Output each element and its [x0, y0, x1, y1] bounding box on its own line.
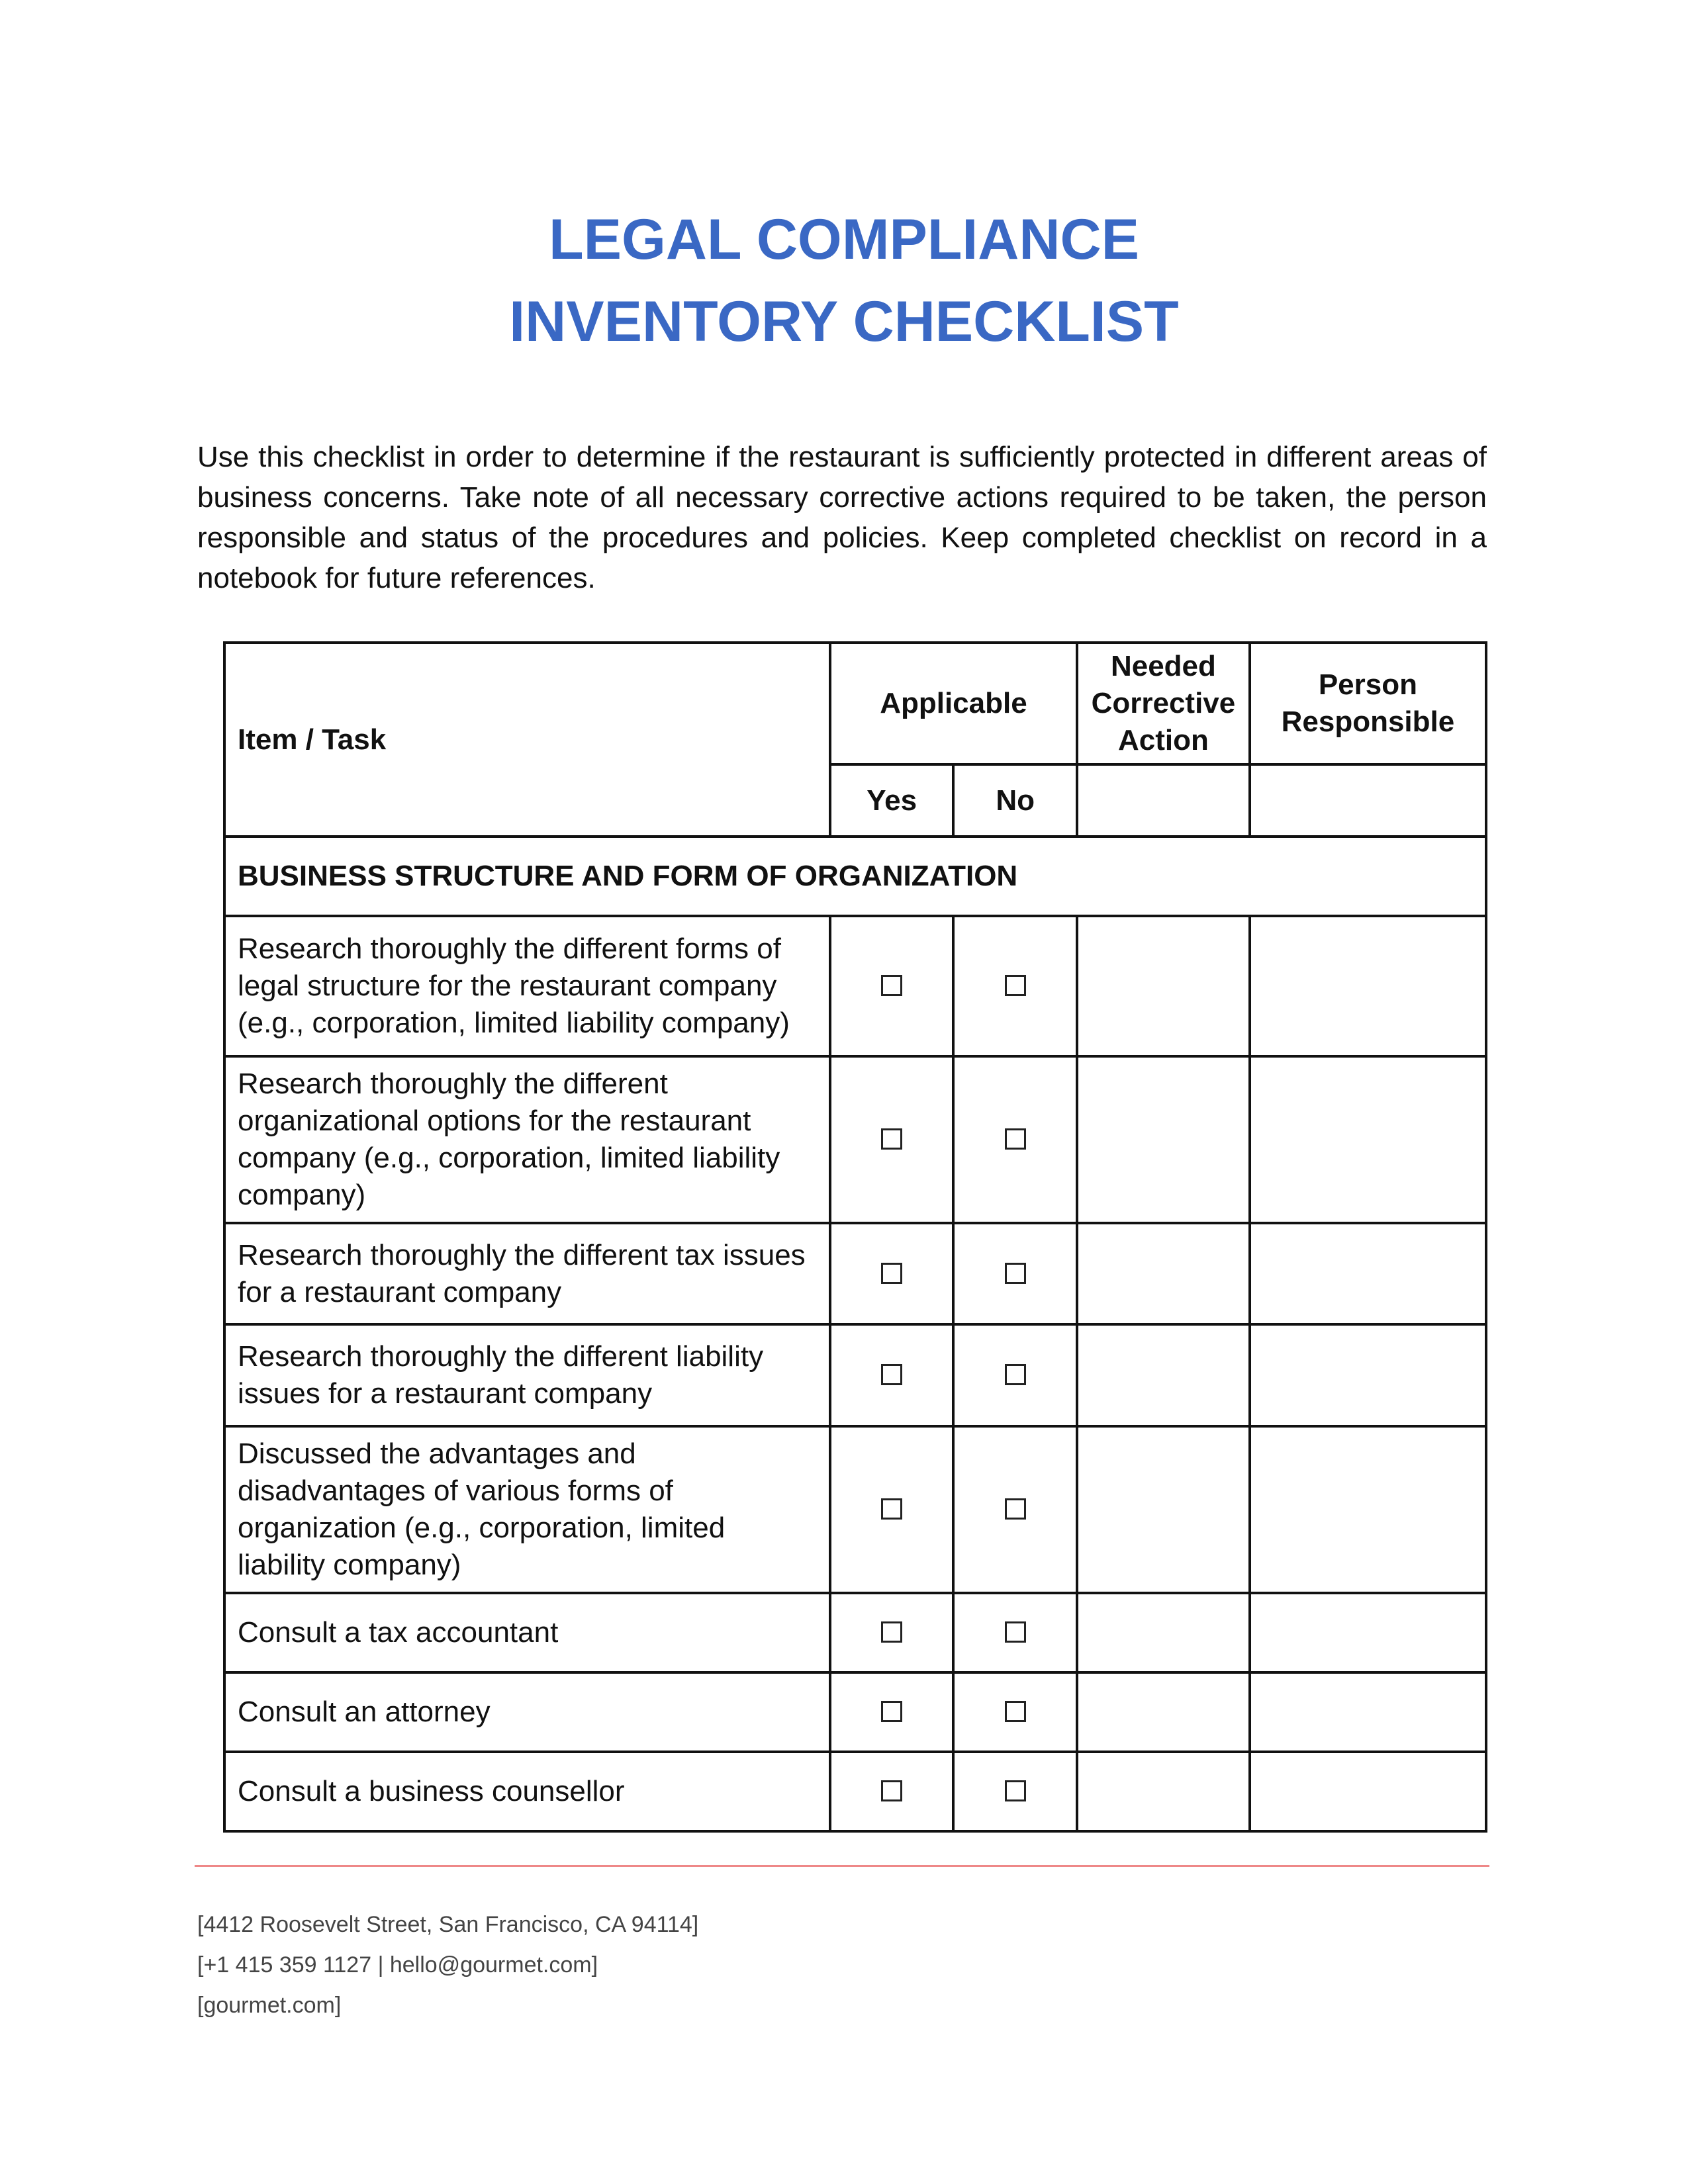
corrective-action-cell[interactable]	[1077, 1324, 1250, 1426]
no-cell	[953, 916, 1077, 1056]
no-cell	[953, 1056, 1077, 1223]
person-responsible-cell[interactable]	[1250, 916, 1486, 1056]
task-text: Consult a tax accountant	[224, 1593, 830, 1672]
corrective-action-cell[interactable]	[1077, 916, 1250, 1056]
person-responsible-cell[interactable]	[1250, 1426, 1486, 1593]
yes-cell	[830, 916, 954, 1056]
task-text: Research thoroughly the different liability issues for a restaurant company	[224, 1324, 830, 1426]
table-row	[224, 1752, 1486, 1831]
footer-website: [gourmet.com]	[197, 1993, 342, 2018]
yes-cell	[830, 1223, 954, 1324]
no-checkbox[interactable]	[1005, 1364, 1026, 1385]
table-row	[224, 1672, 1486, 1752]
person-responsible-cell[interactable]	[1250, 1752, 1486, 1831]
task-text: Discussed the advantages and disadvantages of various forms of organization (e.g., corporation, limited liability company)	[224, 1426, 830, 1593]
header-person-responsible: Person Responsible	[1250, 643, 1486, 764]
corrective-action-cell[interactable]	[1077, 1752, 1250, 1831]
footer	[197, 1905, 1389, 2026]
yes-checkbox[interactable]	[881, 1621, 902, 1643]
header-needed-corrective-action: Needed Corrective Action	[1077, 643, 1250, 764]
person-responsible-cell[interactable]	[1250, 1056, 1486, 1223]
table-row	[224, 1056, 1486, 1223]
no-checkbox[interactable]	[1005, 1128, 1026, 1150]
section-row	[224, 837, 1486, 916]
footer-address: [4412 Roosevelt Street, San Francisco, CA 94114]	[197, 1912, 699, 1937]
yes-checkbox[interactable]	[881, 1498, 902, 1520]
no-cell	[953, 1426, 1077, 1593]
yes-checkbox[interactable]	[881, 1128, 902, 1150]
yes-cell	[830, 1324, 954, 1426]
header-yes: Yes	[830, 764, 954, 837]
corrective-action-cell[interactable]	[1077, 1593, 1250, 1672]
no-checkbox[interactable]	[1005, 975, 1026, 996]
header-blank-action	[1077, 764, 1250, 837]
task-text: Research thoroughly the different organizational options for the restaurant company (e.g., corporation, limited liability company)	[224, 1056, 830, 1223]
section-title: BUSINESS STRUCTURE AND FORM OF ORGANIZATION	[224, 837, 1486, 916]
yes-cell	[830, 1593, 954, 1672]
corrective-action-cell[interactable]	[1077, 1426, 1250, 1593]
person-responsible-cell[interactable]	[1250, 1223, 1486, 1324]
no-checkbox[interactable]	[1005, 1498, 1026, 1520]
no-cell	[953, 1752, 1077, 1831]
corrective-action-cell[interactable]	[1077, 1223, 1250, 1324]
task-text: Consult an attorney	[224, 1672, 830, 1752]
corrective-action-cell[interactable]	[1077, 1056, 1250, 1223]
yes-checkbox[interactable]	[881, 1780, 902, 1801]
header-blank-person	[1250, 764, 1486, 837]
yes-cell	[830, 1426, 954, 1593]
corrective-action-cell[interactable]	[1077, 1672, 1250, 1752]
no-cell	[953, 1672, 1077, 1752]
person-responsible-cell[interactable]	[1250, 1672, 1486, 1752]
yes-checkbox[interactable]	[881, 975, 902, 996]
yes-cell	[830, 1672, 954, 1752]
task-text: Research thoroughly the different tax issues for a restaurant company	[224, 1223, 830, 1324]
task-text: Research thoroughly the different forms of legal structure for the restaurant company (e.g., corporation, limited liability company)	[224, 916, 830, 1056]
person-responsible-cell[interactable]	[1250, 1593, 1486, 1672]
intro-paragraph: Use this checklist in order to determine if the restaurant is sufficiently protected in different areas of business concerns. Take note of all necessary corrective actions required to be taken, the person responsible and status of the procedures and policies. Keep completed checklist on record in a notebook for future references.	[197, 441, 1487, 594]
no-checkbox[interactable]	[1005, 1621, 1026, 1643]
header-row-top	[224, 643, 1486, 764]
table-row	[224, 1223, 1486, 1324]
page-title-line-2: INVENTORY CHECKLIST	[509, 290, 1179, 353]
yes-cell	[830, 1056, 954, 1223]
header-item-task: Item / Task	[224, 643, 830, 837]
no-checkbox[interactable]	[1005, 1263, 1026, 1284]
header-applicable: Applicable	[830, 643, 1077, 764]
yes-checkbox[interactable]	[881, 1364, 902, 1385]
no-checkbox[interactable]	[1005, 1780, 1026, 1801]
no-cell	[953, 1593, 1077, 1672]
table-row	[224, 916, 1486, 1056]
page-title-line-1: LEGAL COMPLIANCE	[549, 208, 1139, 271]
footer-contact: [+1 415 359 1127 | hello@gourmet.com]	[197, 1952, 598, 1978]
header-no: No	[953, 764, 1077, 837]
no-cell	[953, 1223, 1077, 1324]
yes-checkbox[interactable]	[881, 1263, 902, 1284]
checklist-table	[223, 641, 1487, 1833]
task-text: Consult a business counsellor	[224, 1752, 830, 1831]
table-row	[224, 1593, 1486, 1672]
no-cell	[953, 1324, 1077, 1426]
no-checkbox[interactable]	[1005, 1701, 1026, 1722]
yes-cell	[830, 1752, 954, 1831]
table-row	[224, 1324, 1486, 1426]
table-row	[224, 1426, 1486, 1593]
footer-divider	[195, 1865, 1489, 1867]
page-title	[0, 199, 1688, 363]
person-responsible-cell[interactable]	[1250, 1324, 1486, 1426]
yes-checkbox[interactable]	[881, 1701, 902, 1722]
